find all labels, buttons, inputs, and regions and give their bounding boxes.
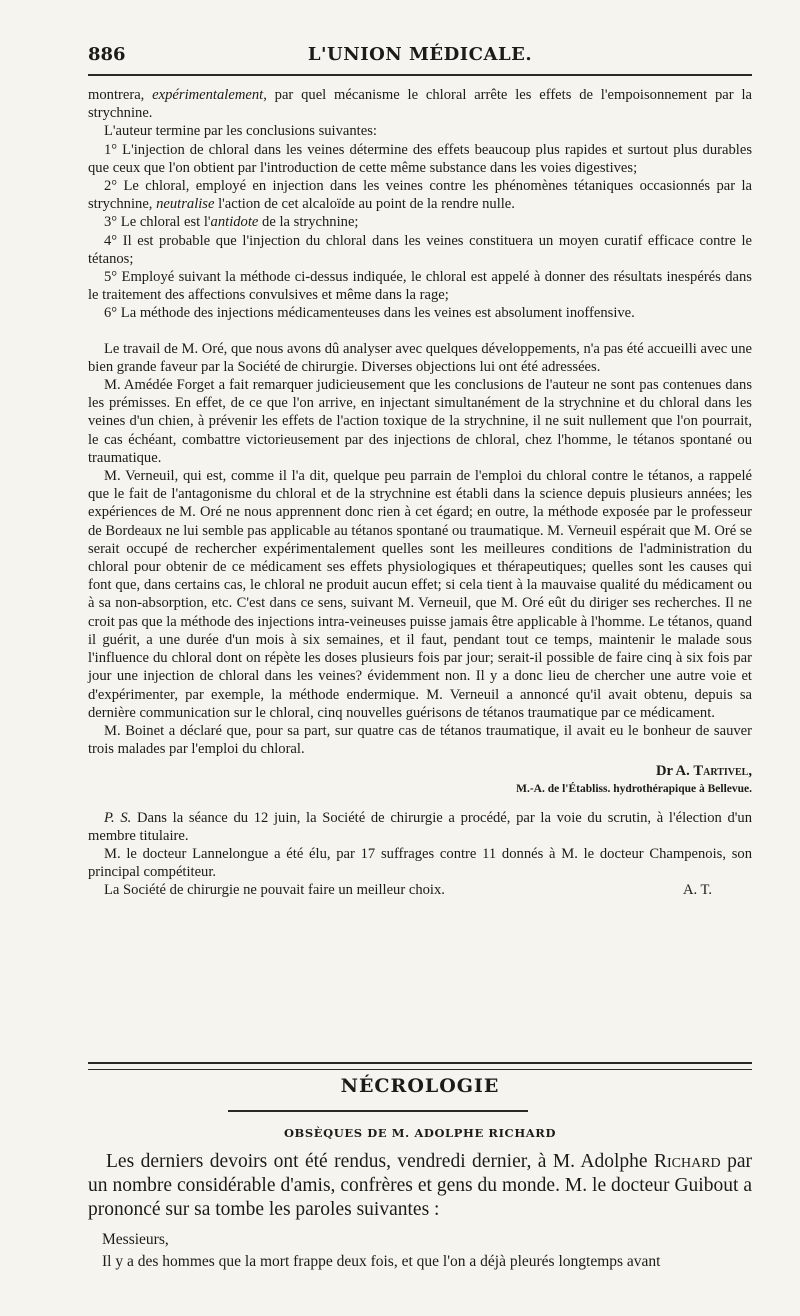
conclusion-2: 2° Le chloral, employé en injection dans les veines contre les phénomènes tétaniques occasionnés par la strychnine, neutralise l'action de cet alcaloïde au point de la rendre nulle. (88, 178, 752, 213)
discussion-paragraph-4: M. Boinet a déclaré que, pour sa part, sur quatre cas de tétanos traumatique, il avait eu le bonheur de sauver trois malades par l'emploi du chloral. (88, 722, 752, 758)
spacer (88, 323, 752, 340)
discussion-paragraph-2: M. Amédée Forget a fait remarquer judicieusement que les conclusions de l'auteur ne sont pas contenues dans les prémisses. En effet, de ce que l'on arrive, en injectant simultanément de la strychnine et du chloral dans les veines d'un chien, à prévenir les effets de l'action toxique de la strychnine, il ne suit nullement que l'on pourrait, le cas échéant, combattre victorieusement par des injections de chloral, chez l'homme, le tétanos spontané ou traumatique. (88, 377, 752, 466)
obituary-paragraph: Les derniers devoirs ont été rendus, vendredi dernier, à M. Adolphe Richard par un nombre considérable d'amis, confrères et gens du monde. M. le docteur Guibout a prononcé sur sa tombe les paroles suivantes : (88, 1151, 752, 1220)
title-rule (228, 1110, 528, 1112)
spacer (88, 797, 752, 809)
discussion-paragraph-3: M. Verneuil, qui est, comme il l'a dit, quelque peu parrain de l'emploi du chloral contre le tétanos, a rappelé que le fait de l'antagonisme du chloral et de la strychnine est établi dans la science depuis plusieurs années; les expériences de M. Oré ne nous apprennent donc rien à cet égard; en outre, la méthode exposée par le professeur de Bordeaux ne lui semble pas applicable au tétanos spontané ou traumatique. M. Verneuil espérait que M. Oré se serait occupé de rechercher expérimentalement quelles sont les meilleures conditions de l'administration du chloral pour obtenir de ce médicament ses effets physiologiques et thérapeutiques; quelles sont les causes qui font que, dans certains cas, le chloral ne produit aucun effet; si cela tient à la mauvaise qualité du médicament ou à sa non-absorption, etc. C'est dans ce sens, suivant M. Verneuil, que M. Oré eût du diriger ses recherches. Il ne croit pas que la méthode des injections intra-veineuses puisse jamais être applicable à l'homme. Le tétanos, quand il guérit, a une durée d'un mois à six semaines, et il faut, pendant tout ce temps, maintenir le malade sous l'influence du chloral dont on répète les doses plusieurs fois par jour; serait-il possible de faire cinq à six fois par jour une injection de chloral dans les veines? évidemment non. Il y a donc lieu de chercher une autre voie et d'expérimenter, par exemple, la méthode endermique. M. Verneuil a annoncé qu'il avait obtenu, depuis sa dernière communication sur le chloral, cinq nouvelles guérisons de tétanos traumatique par ce médicament. (88, 468, 753, 721)
deceased-name: Richard (653, 1151, 721, 1172)
discussion-paragraph-1: Le travail de M. Oré, que nous avons dû analyser avec quelques développements, n'a pas été accueilli avec une bien grande faveur par la Société de chirurgie. Diverses objections lui ont été adressées. (88, 340, 752, 375)
section-title: NÉCROLOGIE (340, 1075, 500, 1097)
conclusion-4: 4° Il est probable que l'injection du chloral dans les veines constituera un moyen curatif efficace contre le tétanos; (88, 232, 752, 267)
section-divider (88, 1062, 752, 1070)
author-signature: Dr A. Tartivel, (655, 763, 752, 780)
emphasis: expérimentalement (152, 87, 264, 103)
speech-first-line: Il y a des hommes que la mort frappe deux fois, et que l'on a déjà pleurés longtemps avant (102, 1253, 661, 1270)
conclusions-lead: L'auteur termine par les conclusions suivantes: (104, 123, 377, 140)
intro-paragraph: montrera, expérimentalement, par quel mécanisme le chloral arrête les effets de l'empoisonnement par la strychnine. (88, 87, 752, 122)
conclusion-6: 6° La méthode des injections médicamenteuses dans les veines est absolument inoffensive. (104, 305, 635, 322)
header-rule (88, 74, 752, 76)
postscript-initials: A. T. (682, 882, 712, 899)
page-number: 886 (88, 44, 126, 65)
postscript (88, 809, 752, 900)
section-subtitle: OBSÈQUES DE M. ADOLPHE RICHARD (283, 1126, 557, 1140)
journal-title: L'UNION MÉDICALE. (307, 44, 533, 65)
conclusion-5: 5° Employé suivant la méthode ci-dessus indiquée, le chloral est appelé à donner des résultats inespérés dans le traitement des affections convulsives et même dans la rage; (88, 269, 752, 304)
conclusion-3: 3° Le chloral est l'antidote de la strychnine; (104, 214, 359, 231)
postscript-closing: La Société de chirurgie ne pouvait faire un meilleur choix. A. T. (104, 882, 712, 899)
postscript-paragraph-2: M. le docteur Lannelongue a été élu, par 17 suffrages contre 11 donnés à M. le docteur Champenois, son principal compétiteur. (88, 845, 752, 881)
postscript-paragraph-1: P. S. Dans la séance du 12 juin, la Société de chirurgie a procédé, par la voie du scrutin, à l'élection d'un membre titulaire. (88, 809, 752, 844)
obituary-body (88, 1150, 752, 1272)
speech-salutation: Messieurs, (102, 1231, 169, 1248)
author-affiliation: M.-A. de l'Établiss. hydrothérapique à Bellevue. (516, 782, 752, 795)
running-header (88, 40, 752, 74)
emphasis: antidote (210, 214, 259, 231)
article-body (88, 86, 752, 900)
conclusion-1: 1° L'injection de chloral dans les veines détermine des effets beaucoup plus rapides et surtout plus durables que ceux que l'on obtient par l'introduction de cette même substance dans les voies digestives; (88, 141, 752, 176)
emphasis: neutralise (156, 196, 215, 213)
